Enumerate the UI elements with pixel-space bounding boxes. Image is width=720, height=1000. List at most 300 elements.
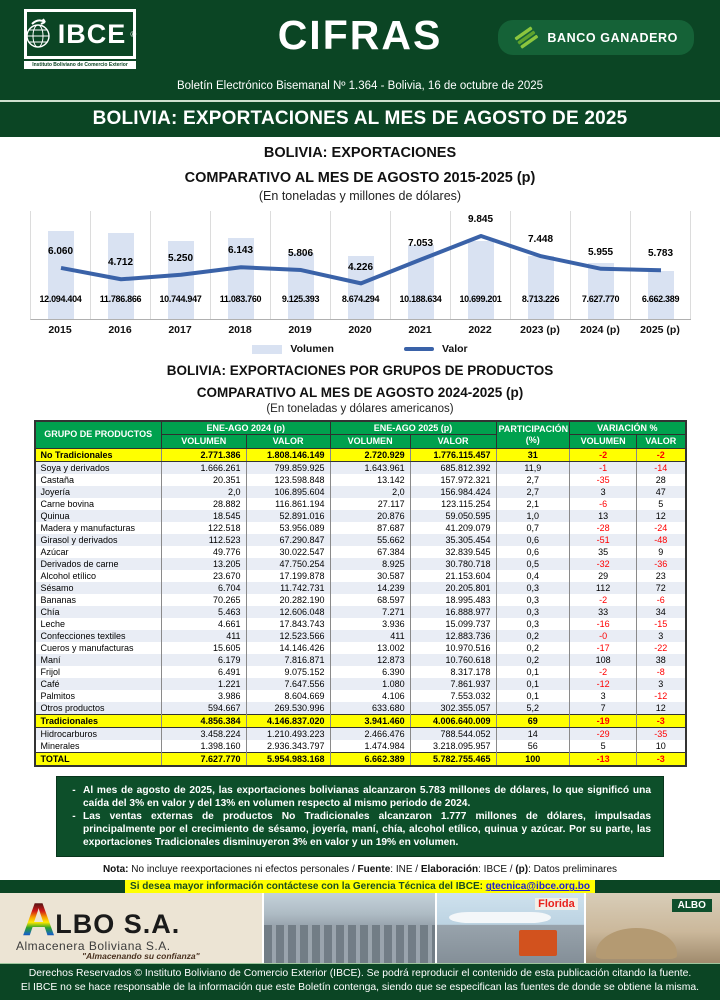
variacion-volumen: 3: [570, 486, 637, 498]
volume-label: 8.674.294: [341, 294, 380, 305]
valor-2025: 10.760.618: [410, 654, 496, 666]
variacion-volumen: -29: [570, 728, 637, 741]
valor-2025: 302.355.057: [410, 702, 496, 715]
col-header-group: GRUPO DE PRODUCTOS: [35, 421, 162, 449]
variacion-volumen: 108: [570, 654, 637, 666]
valor-2025: 59.050.595: [410, 510, 496, 522]
volume-bar: [288, 253, 314, 319]
volumen-2024: 2.771.386: [161, 449, 246, 462]
variacion-valor: -35: [637, 728, 686, 741]
valor-2024: 47.750.254: [246, 558, 330, 570]
participacion: 2,7: [496, 486, 570, 498]
volume-label: 10.699.201: [459, 294, 502, 305]
valor-2024: 269.530.996: [246, 702, 330, 715]
valor-swatch: [404, 347, 434, 351]
summary-notes-box: [56, 776, 664, 857]
valor-2025: 7.861.937: [410, 678, 496, 690]
value-label: 5.783: [647, 248, 674, 260]
chart-column: [31, 211, 91, 319]
variacion-volumen: 112: [570, 582, 637, 594]
table-title: BOLIVIA: EXPORTACIONES POR GRUPOS DE PRODUCTOS: [166, 363, 554, 379]
table-row: [35, 642, 686, 654]
valor-2024: 14.146.426: [246, 642, 330, 654]
product-name: Palmitos: [35, 690, 162, 702]
variacion-volumen: -12: [570, 678, 637, 690]
products-table: [34, 420, 687, 768]
volumen-2024: 18.545: [161, 510, 246, 522]
valor-2024: 5.954.983.168: [246, 753, 330, 767]
participacion: 14: [496, 728, 570, 741]
volume-label: 11.786.866: [99, 294, 142, 305]
volumen-2025: 13.002: [330, 642, 410, 654]
volumen-2024: 1.666.261: [161, 462, 246, 475]
product-name: Leche: [35, 618, 162, 630]
variacion-valor: 28: [637, 474, 686, 486]
valor-2024: 4.146.837.020: [246, 715, 330, 728]
participacion: 2,7: [496, 474, 570, 486]
valor-2025: 4.006.640.009: [410, 715, 496, 728]
participacion: 5,2: [496, 702, 570, 715]
albo-advertisement: [0, 893, 720, 963]
table-row: [35, 582, 686, 594]
participacion: 0,3: [496, 606, 570, 618]
volumen-2025: 14.239: [330, 582, 410, 594]
product-name: TOTAL: [35, 753, 162, 767]
variacion-valor: 9: [637, 546, 686, 558]
variacion-volumen: -16: [570, 618, 637, 630]
product-name: Alcohol etílico: [35, 570, 162, 582]
volumen-2024: 594.667: [161, 702, 246, 715]
legend-item-volumen: [252, 343, 334, 355]
participacion: 0,5: [496, 558, 570, 570]
table-row: [35, 594, 686, 606]
legend-item-valor: [404, 343, 468, 355]
volumen-2024: 23.670: [161, 570, 246, 582]
chart-units-note: (En toneladas y millones de dólares): [258, 189, 462, 204]
product-name: Maní: [35, 654, 162, 666]
product-name: Minerales: [35, 740, 162, 753]
participacion: 0,2: [496, 642, 570, 654]
ad-photo-airport: [435, 893, 584, 963]
value-label: 4.712: [107, 257, 134, 269]
chart-years: [30, 320, 690, 336]
value-label: 7.448: [527, 234, 554, 246]
chart-column: [391, 211, 451, 319]
variacion-valor: -8: [637, 666, 686, 678]
volumen-2025: 3.936: [330, 618, 410, 630]
albo-wordmark: LBO S.A.: [55, 909, 181, 940]
variacion-volumen: -32: [570, 558, 637, 570]
table-row: [35, 546, 686, 558]
volumen-2024: 411: [161, 630, 246, 642]
product-name: Azúcar: [35, 546, 162, 558]
volumen-2025: 4.106: [330, 690, 410, 702]
participacion: 0,4: [496, 570, 570, 582]
variacion-volumen: 7: [570, 702, 637, 715]
valor-2024: 20.282.190: [246, 594, 330, 606]
participacion: 0,3: [496, 618, 570, 630]
contact-email-link[interactable]: gtecnica@ibce.org.bo: [485, 881, 590, 893]
volumen-2024: 3.986: [161, 690, 246, 702]
variacion-valor: -12: [637, 690, 686, 702]
valor-2024: 1.808.146.149: [246, 449, 330, 462]
valor-2025: 1.776.115.457: [410, 449, 496, 462]
volumen-2025: 2,0: [330, 486, 410, 498]
volume-bar: [408, 245, 434, 319]
contact-strip: [0, 880, 720, 893]
variacion-valor: -15: [637, 618, 686, 630]
valor-2025: 7.553.032: [410, 690, 496, 702]
variacion-valor: 38: [637, 654, 686, 666]
valor-2024: 53.956.089: [246, 522, 330, 534]
value-label: 4.226: [347, 261, 374, 273]
variacion-volumen: -51: [570, 534, 637, 546]
volumen-2025: 6.390: [330, 666, 410, 678]
legend-label-volumen: Volumen: [290, 343, 334, 356]
forklift-shape: [519, 930, 557, 957]
variacion-volumen: -6: [570, 498, 637, 510]
table-header: [35, 421, 686, 449]
product-name: Girasol y derivados: [35, 534, 162, 546]
volumen-2024: 4.661: [161, 618, 246, 630]
albo-logo-panel: [0, 893, 262, 963]
variacion-valor: -22: [637, 642, 686, 654]
variacion-valor: -48: [637, 534, 686, 546]
volume-label: 10.744.947: [159, 294, 202, 305]
chart-column: [151, 211, 211, 319]
volumen-2025: 30.587: [330, 570, 410, 582]
valor-2025: 5.782.755.465: [410, 753, 496, 767]
table-row: [35, 702, 686, 715]
valor-2025: 15.099.737: [410, 618, 496, 630]
volume-label: 10.188.634: [399, 294, 442, 305]
year-label: 2015: [48, 324, 72, 337]
main-banner: BOLIVIA: EXPORTACIONES AL MES DE AGOSTO DE 2025: [0, 100, 720, 137]
value-label: 5.955: [587, 247, 614, 258]
volume-label: 11.083.760: [219, 294, 262, 305]
variacion-volumen: 5: [570, 740, 637, 753]
table-row: [35, 570, 686, 582]
col-header-2024: ENE-AGO 2024 (p): [161, 421, 330, 435]
year-label: 2024 (p): [580, 324, 620, 337]
valor-2025: 12.883.736: [410, 630, 496, 642]
variacion-volumen: 33: [570, 606, 637, 618]
year-label: 2022: [468, 324, 492, 337]
product-name: Bananas: [35, 594, 162, 606]
valor-2024: 17.843.743: [246, 618, 330, 630]
albo-tagline: "Almacenando su confianza": [82, 951, 200, 962]
registered-mark: ®: [130, 29, 137, 39]
variacion-volumen: -28: [570, 522, 637, 534]
volumen-2024: 1.221: [161, 678, 246, 690]
product-name: Madera y manufacturas: [35, 522, 162, 534]
table-subtitle: COMPARATIVO AL MES DE AGOSTO 2024-2025 (p): [196, 385, 524, 401]
volume-bar: [48, 231, 74, 319]
product-name: Cueros y manufacturas: [35, 642, 162, 654]
note-text: Al mes de agosto de 2025, las exportaciones bolivianas alcanzaron 5.783 millones de dólares, lo que significó una caída del 3% en valor y del 13% en volumen respecto al mismo periodo de 2024.: [83, 785, 651, 810]
chart-subtitle: COMPARATIVO AL MES DE AGOSTO 2015-2025 (p): [184, 170, 536, 187]
year-label: 2018: [228, 324, 252, 337]
variacion-valor: 10: [637, 740, 686, 753]
volume-bar: [108, 233, 134, 319]
valor-2025: 156.984.424: [410, 486, 496, 498]
volumen-2024: 28.882: [161, 498, 246, 510]
footer-line-2: El IBCE no se hace responsable de la información que este Boletín contenga, siendo que se especifican las fuentes de donde se obtiene la misma.: [20, 982, 700, 994]
variacion-volumen: -17: [570, 642, 637, 654]
participacion: 31: [496, 449, 570, 462]
florida-sign: Florida: [535, 898, 578, 910]
variacion-valor: 72: [637, 582, 686, 594]
variacion-valor: 3: [637, 678, 686, 690]
product-name: Soya y derivados: [35, 462, 162, 475]
valor-2025: 685.812.392: [410, 462, 496, 475]
volumen-2024: 3.458.224: [161, 728, 246, 741]
year-label: 2021: [408, 324, 432, 337]
valor-2024: 8.604.669: [246, 690, 330, 702]
participacion: 2,1: [496, 498, 570, 510]
volumen-2025: 8.925: [330, 558, 410, 570]
ibce-caption: Instituto Boliviano de Comercio Exterior: [24, 61, 136, 69]
volumen-2024: 4.856.384: [161, 715, 246, 728]
product-name: No Tradicionales: [35, 449, 162, 462]
table-row: [35, 522, 686, 534]
participacion: 0,6: [496, 534, 570, 546]
participacion: 1,0: [496, 510, 570, 522]
valor-2024: 7.647.556: [246, 678, 330, 690]
participacion: 0,3: [496, 582, 570, 594]
variacion-valor: -2: [637, 449, 686, 462]
participacion: 11,9: [496, 462, 570, 475]
volumen-2025: 13.142: [330, 474, 410, 486]
valor-2025: 123.115.254: [410, 498, 496, 510]
product-name: Sésamo: [35, 582, 162, 594]
volumen-2025: 68.597: [330, 594, 410, 606]
volume-bar: [588, 263, 614, 319]
volumen-2025: 12.873: [330, 654, 410, 666]
table-row: [35, 449, 686, 462]
product-name: Castaña: [35, 474, 162, 486]
participacion: 56: [496, 740, 570, 753]
product-name: Joyería: [35, 486, 162, 498]
product-name: Otros productos: [35, 702, 162, 715]
volumen-2024: 20.351: [161, 474, 246, 486]
header: [0, 0, 720, 137]
volumen-2024: 13.205: [161, 558, 246, 570]
volumen-2024: 2,0: [161, 486, 246, 498]
valor-2024: 52.891.016: [246, 510, 330, 522]
table-row: [35, 654, 686, 666]
value-label: 5.806: [287, 248, 314, 260]
valor-2025: 8.317.178: [410, 666, 496, 678]
volumen-2025: 55.662: [330, 534, 410, 546]
variacion-valor: -6: [637, 594, 686, 606]
note-bullet: - Al mes de agosto de 2025, las exportaciones bolivianas alcanzaron 5.783 millones de dólares, lo que significó una caída del 3% en valor y del 13% en volumen respecto al mismo periodo de 2024.: [72, 785, 651, 810]
participacion: 0,2: [496, 630, 570, 642]
volumen-2025: 1.643.961: [330, 462, 410, 475]
variacion-volumen: 13: [570, 510, 637, 522]
volumen-2025: 7.271: [330, 606, 410, 618]
albo-photo-strip: [262, 893, 720, 963]
col-header-2025: ENE-AGO 2025 (p): [330, 421, 496, 435]
valor-2024: 7.816.871: [246, 654, 330, 666]
participacion: 0,1: [496, 666, 570, 678]
table-row: [35, 740, 686, 753]
volumen-2025: 67.384: [330, 546, 410, 558]
volumen-2024: 7.627.770: [161, 753, 246, 767]
table-row: [35, 606, 686, 618]
albo-company-name: Almacenera Boliviana S.A.: [16, 939, 171, 954]
table-row: [35, 753, 686, 767]
valor-2024: 11.742.731: [246, 582, 330, 594]
table-row: [35, 630, 686, 642]
chart-column: [271, 211, 331, 319]
volumen-2024: 122.518: [161, 522, 246, 534]
note-bullet: - Las ventas externas de productos No Tradicionales alcanzaron 1.777 millones de dólares, impulsadas principalmente por el crecimiento de sésamo, joyería, maní, chía, alcohol etílico, quinua y azúcar. Por su parte, las exportaciones Tradicionales disminuyeron 3% en valor y un 19% en volumen.: [72, 811, 651, 849]
chart-column: [571, 211, 631, 319]
variacion-valor: -3: [637, 753, 686, 767]
chart-plot: [30, 211, 691, 320]
table-row: [35, 474, 686, 486]
valor-2024: 9.075.152: [246, 666, 330, 678]
variacion-volumen: 35: [570, 546, 637, 558]
participacion: 0,1: [496, 690, 570, 702]
year-label: 2023 (p): [520, 324, 560, 337]
participacion: 69: [496, 715, 570, 728]
valor-2025: 788.544.052: [410, 728, 496, 741]
table-row: [35, 678, 686, 690]
col-header-volumen-2024: VOLUMEN: [161, 435, 246, 449]
chart-column: [211, 211, 271, 319]
valor-2024: 30.022.547: [246, 546, 330, 558]
value-label: 5.250: [167, 252, 194, 264]
variacion-valor: 12: [637, 510, 686, 522]
product-name: Tradicionales: [35, 715, 162, 728]
ad-photo-warehouse: [584, 893, 720, 963]
variacion-volumen: 3: [570, 690, 637, 702]
year-label: 2025 (p): [640, 324, 680, 337]
valor-2024: 123.598.848: [246, 474, 330, 486]
valor-2025: 21.153.604: [410, 570, 496, 582]
valor-2025: 157.972.321: [410, 474, 496, 486]
year-label: 2016: [108, 324, 132, 337]
volumen-2025: 411: [330, 630, 410, 642]
valor-2024: 12.606.048: [246, 606, 330, 618]
valor-2024: 1.210.493.223: [246, 728, 330, 741]
variacion-valor: 23: [637, 570, 686, 582]
volumen-2024: 6.704: [161, 582, 246, 594]
variacion-valor: 12: [637, 702, 686, 715]
source-note: Nota: No incluye reexportaciones ni efectos personales / Fuente: INE / Elaboración: IBCE / (p): Datos preliminares: [102, 864, 618, 876]
plane-shape: [449, 912, 552, 923]
valor-2024: 799.859.925: [246, 462, 330, 475]
chart-section: [0, 137, 720, 357]
variacion-valor: -24: [637, 522, 686, 534]
volumen-2025: 3.941.460: [330, 715, 410, 728]
valor-2025: 10.970.516: [410, 642, 496, 654]
valor-2024: 12.523.566: [246, 630, 330, 642]
footer: [0, 963, 720, 999]
valor-2024: 17.199.878: [246, 570, 330, 582]
variacion-valor: 5: [637, 498, 686, 510]
year-label: 2019: [288, 324, 312, 337]
col-header-var-valor: VALOR: [637, 435, 686, 449]
table-row: [35, 510, 686, 522]
col-header-participacion: PARTICIPACIÓN (%): [496, 421, 570, 449]
chart-column: [451, 211, 511, 319]
volumen-2024: 70.265: [161, 594, 246, 606]
participacion: 0,1: [496, 678, 570, 690]
volumen-2025: 1.474.984: [330, 740, 410, 753]
valor-2025: 3.218.095.957: [410, 740, 496, 753]
legend-label-valor: Valor: [441, 343, 468, 356]
participacion: 0,2: [496, 654, 570, 666]
product-name: Café: [35, 678, 162, 690]
participacion: 100: [496, 753, 570, 767]
table-units-note: (En toneladas y dólares americanos): [266, 402, 454, 415]
value-label: 9.845: [467, 214, 494, 226]
chart-title: BOLIVIA: EXPORTACIONES: [263, 145, 457, 161]
col-header-valor-2025: VALOR: [410, 435, 496, 449]
volume-label: 12.094.404: [39, 294, 82, 305]
valor-2025: 32.839.545: [410, 546, 496, 558]
variacion-volumen: -2: [570, 594, 637, 606]
chart-column: [511, 211, 571, 319]
variacion-valor: 47: [637, 486, 686, 498]
bulletin-subtitle: Boletín Electrónico Bisemanal Nº 1.364 - Bolivia, 16 de octubre de 2025: [176, 80, 544, 92]
albo-rainbow-a: A: [22, 893, 56, 946]
variacion-valor: -36: [637, 558, 686, 570]
bank-stripes-icon: [514, 28, 538, 47]
chart-column: [631, 211, 691, 319]
valor-2025: 35.305.454: [410, 534, 496, 546]
contact-text: Si desea mayor información contáctese con la Gerencia Técnica del IBCE:: [130, 881, 486, 893]
col-header-variacion: VARIACIÓN %: [570, 421, 686, 435]
volumen-2024: 15.605: [161, 642, 246, 654]
variacion-valor: 34: [637, 606, 686, 618]
table-row: [35, 690, 686, 702]
variacion-volumen: -13: [570, 753, 637, 767]
variacion-valor: 3: [637, 630, 686, 642]
variacion-volumen: -35: [570, 474, 637, 486]
value-label: 7.053: [407, 237, 434, 249]
product-name: Carne bovina: [35, 498, 162, 510]
volumen-2025: 87.687: [330, 522, 410, 534]
col-header-valor-2024: VALOR: [246, 435, 330, 449]
volume-label: 6.662.389: [641, 294, 680, 305]
volume-bar: [528, 256, 554, 319]
participacion: 0,6: [496, 546, 570, 558]
table-row: [35, 728, 686, 741]
volume-label: 9.125.393: [281, 294, 320, 305]
volume-label: 8.713.226: [521, 294, 560, 305]
volumen-2024: 112.523: [161, 534, 246, 546]
footer-line-1: Derechos Reservados © Instituto Boliviano de Comercio Exterior (IBCE). Se podrá reproducir el contenido de esta publicación citando la fuente.: [28, 968, 692, 980]
cargo-tarp-shape: [596, 928, 677, 960]
volumen-2025: 20.876: [330, 510, 410, 522]
note-text: Las ventas externas de productos No Tradicionales alcanzaron 1.777 millones de dólares, impulsadas principalmente por el crecimiento de sésamo, joyería, maní, chía, alcohol etílico, quinua y azúcar. Por su parte, las exportaciones Tradicionales disminuyeron 3% en valor y un 19% en volumen.: [83, 811, 651, 849]
col-header-volumen-2025: VOLUMEN: [330, 435, 410, 449]
banco-ganadero-logo: [498, 20, 694, 55]
volumen-2024: 5.463: [161, 606, 246, 618]
variacion-valor: -14: [637, 462, 686, 475]
participacion: 0,7: [496, 522, 570, 534]
value-label: 6.143: [227, 245, 254, 257]
volumen-2024: 49.776: [161, 546, 246, 558]
valor-2024: 116.861.194: [246, 498, 330, 510]
participacion: 0,3: [496, 594, 570, 606]
ad-photo-carlot: [262, 893, 435, 963]
volume-bar: [468, 241, 494, 319]
